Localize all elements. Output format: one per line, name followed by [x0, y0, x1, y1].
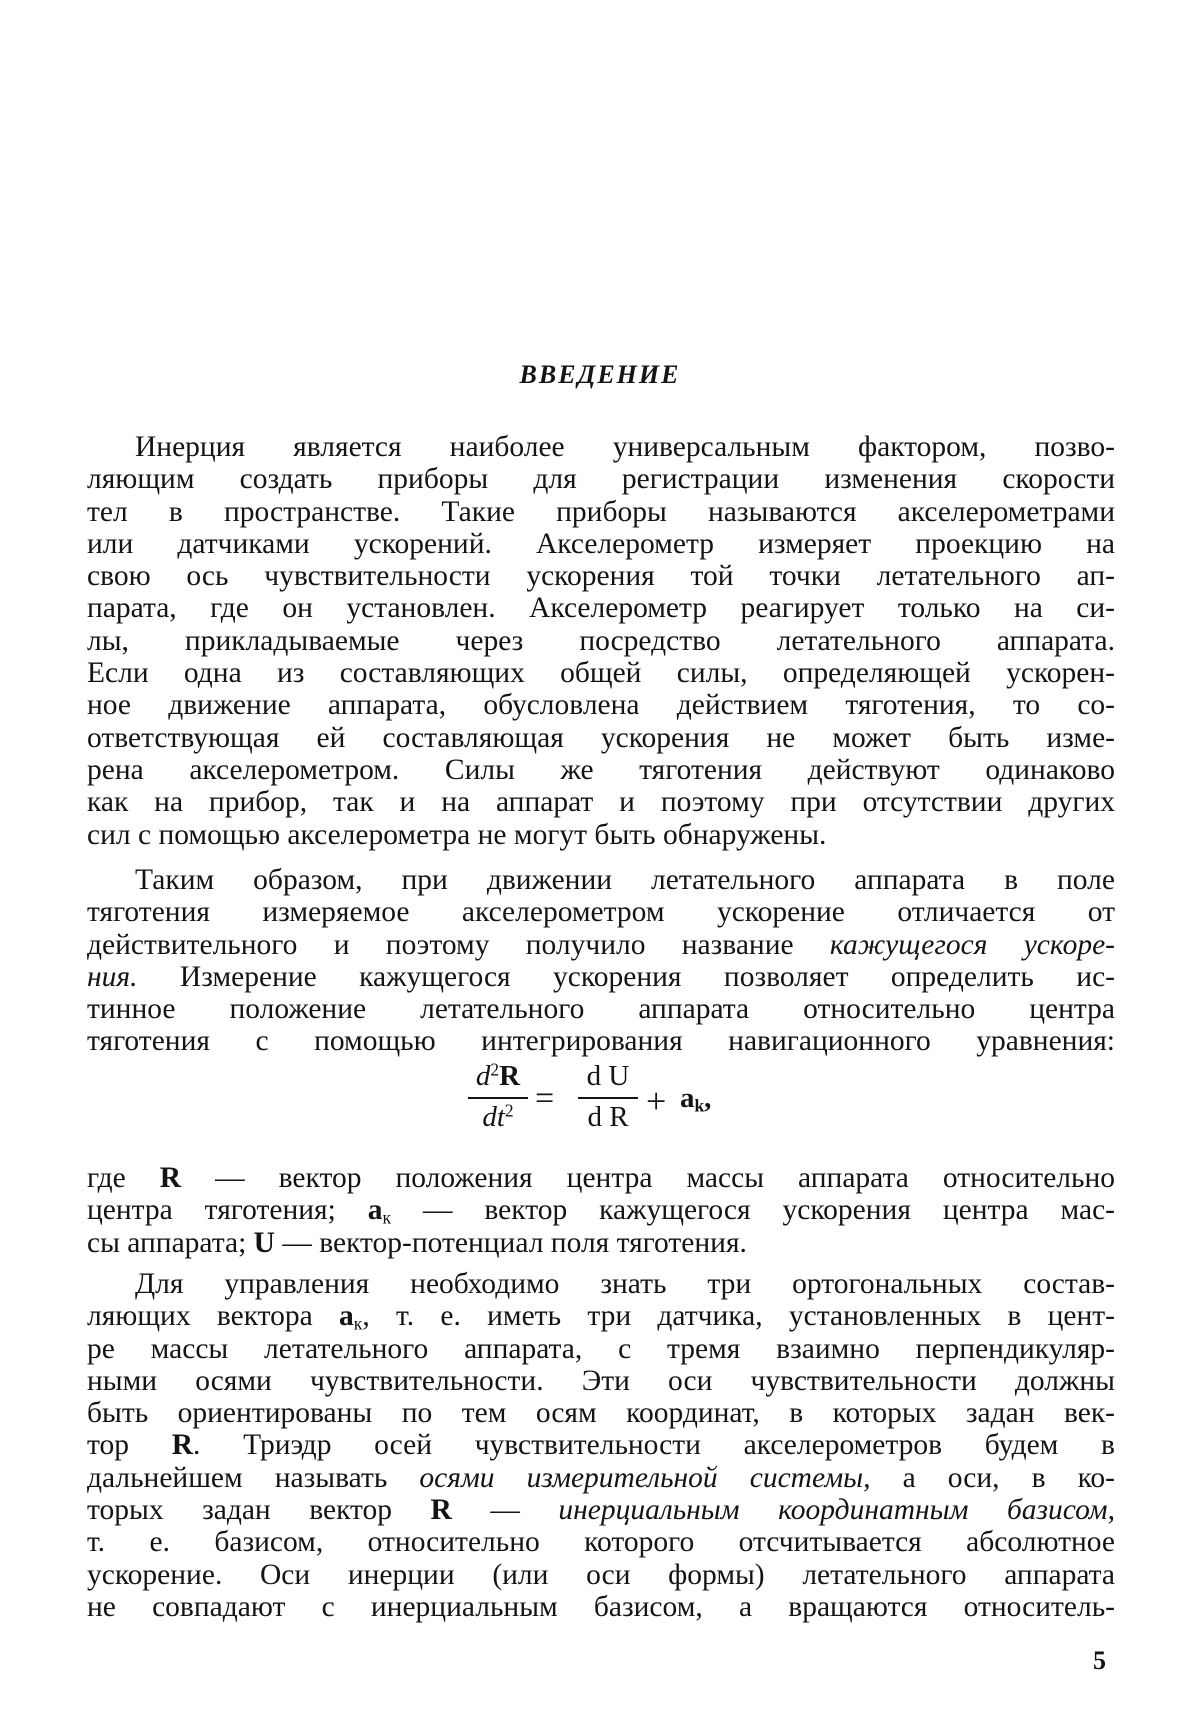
text-line: сы аппарата; U — вектор-потенциал поля тяготения. — [87, 1226, 747, 1259]
text-line: Инерция является наиболее универсальным фактором, позво- — [135, 431, 1115, 463]
text-line: центра тяготения; $a_к$ — вектор кажущегося ускорения центра мас- — [87, 1194, 1115, 1228]
text-line: т. е. базисом, относительно которого отсчитывается абсолютное — [87, 1526, 1115, 1559]
text-line: тяготения измеряемое акселерометром ускорение отличается от — [87, 896, 1115, 929]
italic-term: осями измерительной системы, — [419, 1461, 871, 1494]
text-line: ляющих вектора $a_к$, т. е. иметь три датчика, установленных в цент- — [87, 1300, 1115, 1334]
text-line: Таким образом, при движении летательного аппарата в поле — [135, 864, 1115, 896]
text-line: тяготения с помощью интегрирования навигационного уравнения: — [87, 1025, 1115, 1058]
fraction-bar — [468, 1097, 528, 1099]
text-line: ляющим создать приборы для регистрации изменения скорости — [87, 463, 1115, 496]
text-line: Для управления необходимо знать три ортогональных состав- — [135, 1268, 1115, 1300]
text-line: где R — вектор положения центра массы аппарата относительно — [87, 1162, 1115, 1194]
text-line: или датчиками ускорений. Акселерометр измеряет проекцию на — [87, 527, 1115, 560]
text-line: не совпадают с инерциальным базисом, а вращаются относитель- — [87, 1590, 1115, 1623]
text-line: как на прибор, так и на аппарат и поэтому при отсутствии других — [87, 786, 1115, 819]
italic-term: кажущегося ускоре- — [829, 928, 1115, 961]
fraction-numerator: d U — [586, 1060, 630, 1092]
fraction-d2R-dt2 — [468, 1060, 528, 1134]
fraction-bar — [578, 1097, 638, 1099]
text-line: ными осями чувствительности. Эти оси чувствительности должны — [87, 1364, 1115, 1397]
text-line: тор R. Триэдр осей чувствительности акселерометров будем в — [87, 1429, 1115, 1462]
paragraph-apparent-acceleration — [87, 864, 1115, 1058]
text-line: ре массы летательного аппарата, с тремя взаимно перпендикуляр- — [87, 1332, 1115, 1365]
fraction-dU-dR — [578, 1060, 638, 1134]
paragraph-definitions — [87, 1162, 1115, 1259]
text-line: свою ось чувствительности ускорения той точки летательного ап- — [87, 560, 1115, 593]
section-heading: ВВЕДЕНИЕ — [519, 360, 681, 389]
page-number: 5 — [1093, 1646, 1106, 1675]
text-line: дальнейшем называть осями измерительной системы, а оси, в ко- — [87, 1461, 1115, 1494]
fraction-numerator: $d^2R$ — [475, 1059, 521, 1092]
text-line: Если одна из составляющих общей силы, определяющей ускорен- — [87, 657, 1115, 690]
italic-term: инерциальным координатным базисом, — [558, 1494, 1115, 1527]
apparent-acceleration-term: $a_k$, — [680, 1082, 712, 1116]
italic-term: ния. — [87, 960, 138, 993]
paragraph-control — [87, 1268, 1115, 1623]
text-line: ное движение аппарата, обусловлена действием тяготения, то со- — [87, 689, 1115, 722]
text-line: тинное положение летательного аппарата относительно центра — [87, 993, 1115, 1026]
text-line: действительного и поэтому получило название кажущегося ускоре- — [87, 928, 1115, 961]
text-line: рена акселерометром. Силы же тяготения действуют одинаково — [87, 753, 1115, 786]
text-line: ускорение. Оси инерции (или оси формы) летательного аппарата — [87, 1558, 1115, 1591]
text-line: быть ориентированы по тем осям координат, в которых задан век- — [87, 1397, 1115, 1430]
text-line: тел в пространстве. Такие приборы называются акселерометрами — [87, 495, 1115, 528]
fraction-denominator: $dt^2$ — [482, 1100, 514, 1133]
text-line: лы, прикладываемые через посредство летательного аппарата. — [87, 624, 1115, 657]
text-line: сил с помощью акселерометра не могут быть обнаружены. — [87, 818, 827, 851]
equals-sign: = — [535, 1080, 555, 1117]
text-line: ответствующая ей составляющая ускорения не может быть изме- — [87, 721, 1115, 754]
navigation-equation — [0, 1060, 1200, 1160]
fraction-denominator: d R — [587, 1101, 629, 1133]
text-line: торых задан вектор R — инерциальным координатным базисом, — [87, 1494, 1115, 1527]
paragraph-intro — [87, 431, 1115, 851]
text-line: парата, где он установлен. Акселерометр реагирует только на си- — [87, 592, 1115, 625]
text-line: ния. Измерение кажущегося ускорения позволяет определить ис- — [87, 960, 1115, 993]
plus-sign: + — [646, 1081, 667, 1121]
